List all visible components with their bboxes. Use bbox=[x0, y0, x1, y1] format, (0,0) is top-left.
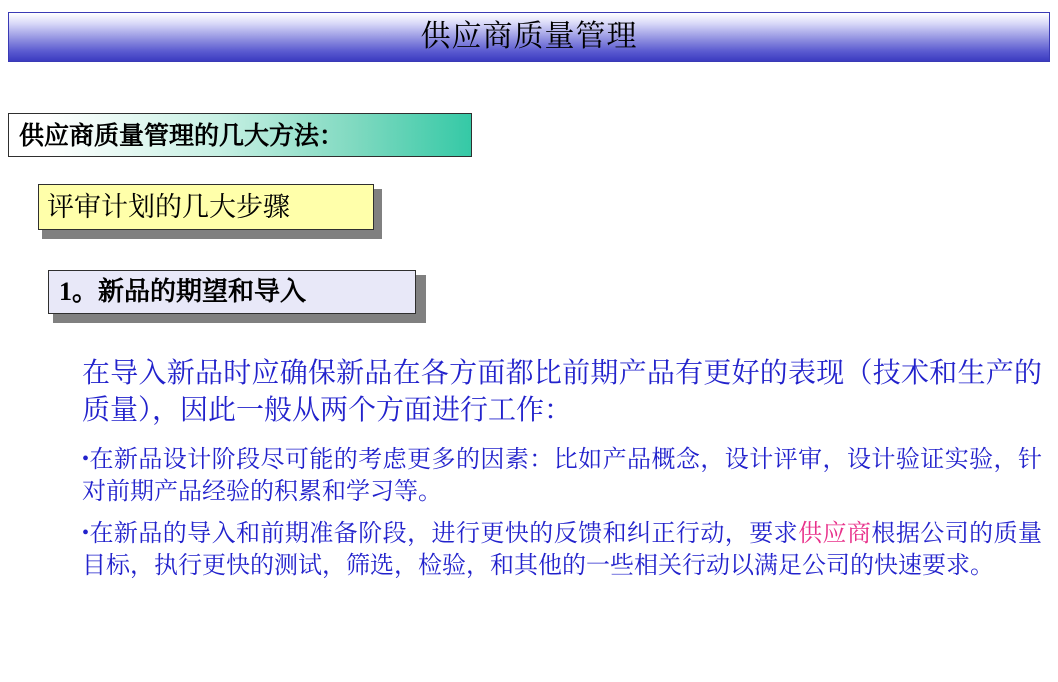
bullet-marker: • bbox=[82, 522, 90, 545]
sub-heading-box bbox=[38, 184, 378, 234]
item-heading-text: 1。新品的期望和导入 bbox=[59, 277, 307, 306]
slide-title-banner bbox=[8, 12, 1050, 62]
bullet-item-2-highlight: 供应商 bbox=[798, 521, 872, 548]
bullet-item-1 bbox=[82, 444, 1042, 508]
sub-heading-text: 评审计划的几大步骤 bbox=[47, 191, 290, 222]
sub-heading-face bbox=[38, 184, 374, 230]
body-content bbox=[82, 356, 1042, 593]
item-heading-box bbox=[48, 270, 426, 320]
section-heading-box bbox=[8, 113, 472, 157]
section-heading-text: 供应商质量管理的几大方法： bbox=[19, 120, 345, 150]
slide-title: 供应商质量管理 bbox=[420, 19, 638, 54]
bullet-item-2-text-before: 在新品的导入和前期准备阶段，进行更快的反馈和纠正行动，要求 bbox=[89, 521, 799, 548]
lead-paragraph: 在导入新品时应确保新品在各方面都比前期产品有更好的表现（技术和生产的质量），因此一般从两个方面进行工作： bbox=[82, 358, 1042, 426]
item-heading-face bbox=[48, 270, 416, 314]
bullet-item-1-text: 在新品设计阶段尽可能的考虑更多的因素：比如产品概念，设计评审，设计验证实验，针对前期产品经验的积累和学习等。 bbox=[82, 446, 1042, 506]
bullet-item-2 bbox=[82, 518, 1042, 582]
bullet-item-2-text-after: 根据公司的质量目标，执行更快的测试，筛选，检验，和其他的一些相关行动以满足公司的快速要求。 bbox=[82, 521, 1043, 580]
bullet-marker: • bbox=[82, 447, 90, 470]
